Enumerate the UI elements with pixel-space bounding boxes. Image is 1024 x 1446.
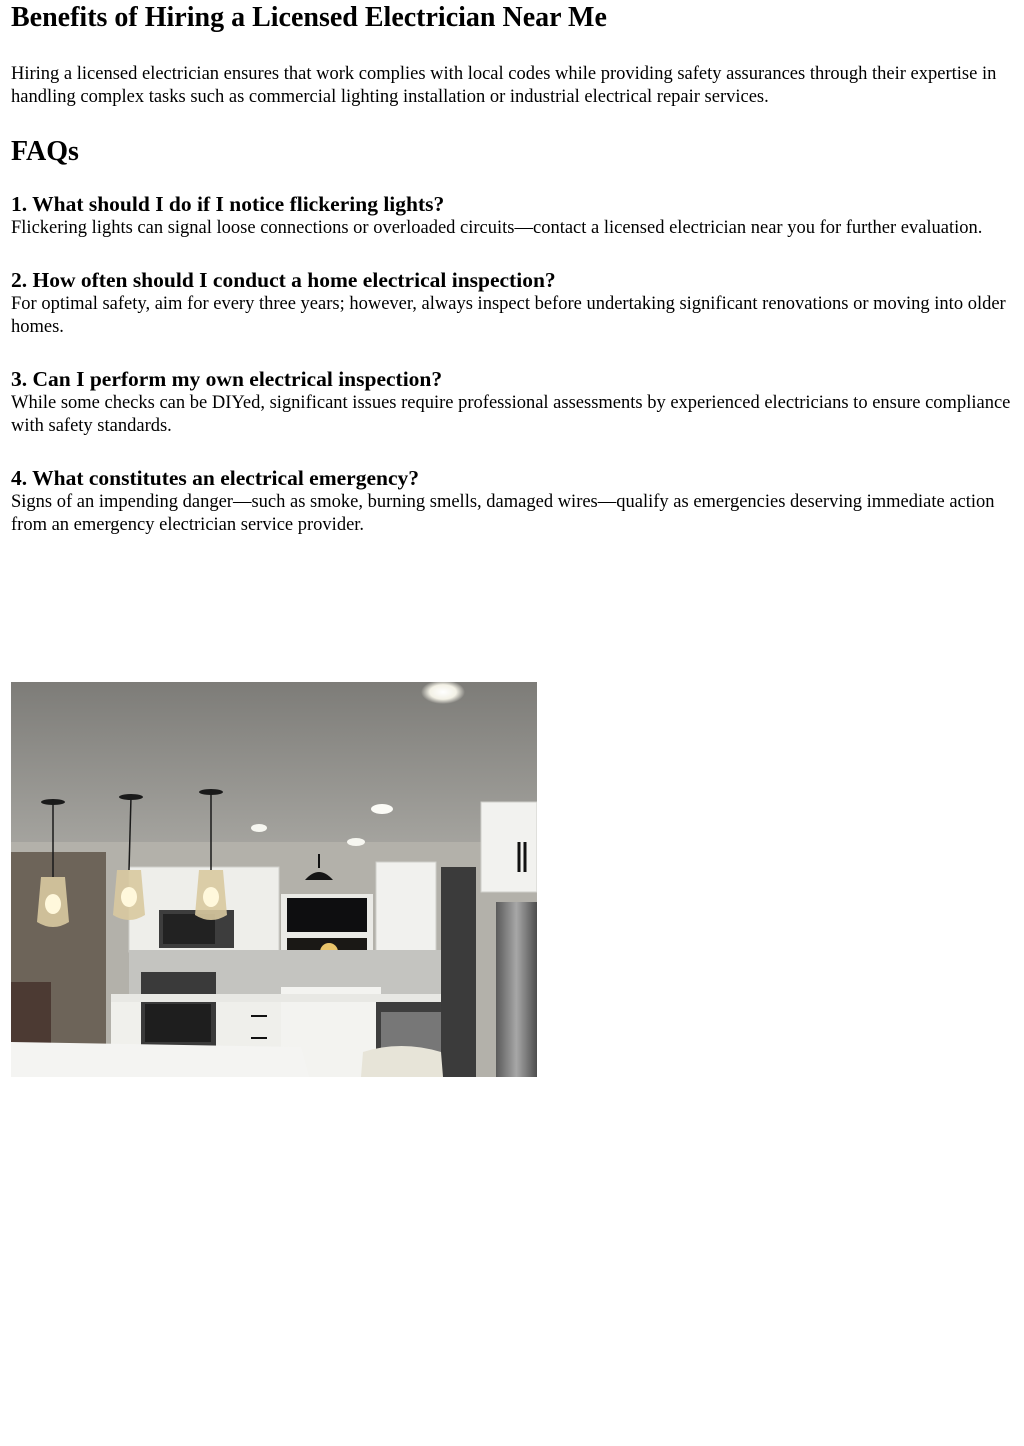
faq-item [11,366,1014,438]
faq-item [11,191,1014,240]
page-title: Benefits of Hiring a Licensed Electrician Near Me [11,2,607,33]
faq-item [11,465,1014,537]
faq-answer: While some checks can be DIYed, significant issues require professional assessments by experienced electricians to ensure compliance with safety standards. [11,393,1011,436]
faq-item [11,267,1014,339]
faq-heading: FAQs [11,136,79,167]
kitchen-lighting-photo [11,682,537,1077]
faq-question: 2. How often should I conduct a home electrical inspection? [11,268,556,292]
faq-question: 3. Can I perform my own electrical inspection? [11,367,443,391]
faq-answer: For optimal safety, aim for every three years; however, always inspect before undertaking significant renovations or moving into older homes. [11,294,1006,337]
faq-answer: Flickering lights can signal loose connections or overloaded circuits—contact a licensed electrician near you for further evaluation. [11,218,983,238]
faq-question: 1. What should I do if I notice flickering lights? [11,192,445,216]
faq-question: 4. What constitutes an electrical emergency? [11,466,419,490]
article [11,0,1014,537]
intro-paragraph: Hiring a licensed electrician ensures that work complies with local codes while providing safety assurances through their expertise in handling complex tasks such as commercial lighting installation or industrial electrical repair services. [11,64,997,107]
faq-answer: Signs of an impending danger—such as smoke, burning smells, damaged wires—qualify as emergencies deserving immediate action from an emergency electrician service provider. [11,492,995,535]
